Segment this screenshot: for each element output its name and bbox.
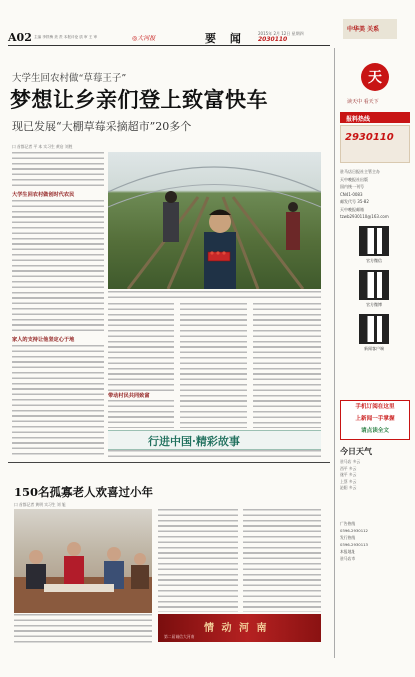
info-line: 天中晚报邮箱 — [340, 206, 364, 212]
info-line: 国内统一刊号 — [340, 184, 364, 189]
editor-line: 主编 李铁梅 美 责 本报评论 质 审 王 审 — [34, 35, 98, 39]
weather-title: 今日天气 — [340, 447, 372, 456]
body-text-8 — [108, 450, 321, 458]
header-rule — [8, 45, 330, 46]
elders-scene — [14, 509, 152, 613]
issue-number: 2030110 — [258, 36, 288, 43]
weather-block: 今日天气 驻马店 多云 西平 多云 遂平 多云 上蔡 多云 泌阳 多云 — [340, 446, 410, 492]
banner-sub: 第二届诚信大河南 — [164, 634, 195, 639]
hotline-number: 2930110 — [345, 132, 394, 143]
promo-title: 行进中国·精彩故事 — [148, 435, 240, 448]
main-headline: 梦想让乡亲们登上致富快车 — [10, 87, 268, 112]
byline: 口 首都记者 平 本 实习生 黄启 刘胜 — [12, 144, 73, 149]
logo-tagline: 读天中 看天下 — [347, 99, 379, 105]
qr-code-icon[interactable] — [359, 270, 389, 300]
promo-band — [108, 430, 321, 450]
body-text-5 — [108, 400, 174, 428]
second-photo — [14, 509, 152, 613]
story-divider — [8, 462, 330, 463]
section-heading-1: 大学生回农村做创时代农民 — [12, 192, 75, 198]
second-byline: 口 首都记者 黄明 实习生 刘 旭 — [14, 502, 66, 507]
body-text-1 — [12, 152, 104, 190]
sidebar-rule — [334, 48, 335, 658]
info-email[interactable]: tzwb2930110@163.com — [340, 214, 389, 219]
photo-caption — [108, 291, 321, 300]
body-text-7 — [253, 303, 321, 428]
red-promo[interactable]: 手机订阅在这里 上新闻一手掌握 请点读全文 — [340, 400, 410, 440]
paper-name-mini: ◎大河报 — [132, 35, 156, 42]
contact-block: 广告热线 0396-2930112 发行热线 0396-2930113 本报地址 驻马店市 — [340, 521, 368, 561]
second-body-1 — [14, 614, 152, 644]
info-line: 邮发代号 35-82 — [340, 199, 369, 204]
body-text-3 — [12, 345, 104, 458]
qr-block: 官方微信 官方微博 新闻客户端 — [352, 226, 396, 352]
body-text-2 — [12, 200, 104, 333]
info-line: CN41-0083 — [340, 191, 363, 197]
page-code: A02 — [8, 31, 32, 44]
hotline-box — [340, 125, 410, 163]
info-line: 天中晚报社出版 — [340, 176, 368, 182]
logo-icon — [340, 60, 410, 96]
issue-date: 2015年 2月 12日 星期四 — [258, 31, 304, 36]
header-ad: 中华美 关系 — [343, 19, 397, 39]
svg-text:天: 天 — [368, 70, 382, 86]
section-heading-3: 带动村民共同致富 — [108, 393, 150, 399]
banner-title: 情 动 河 南 — [204, 623, 269, 634]
body-text-4 — [108, 303, 174, 391]
second-body-3 — [243, 509, 321, 612]
greenhouse-scene — [108, 152, 321, 289]
main-photo — [108, 152, 321, 289]
qr-code-icon[interactable] — [359, 226, 389, 256]
hotline-banner: 报料热线 — [340, 112, 410, 123]
second-headline: 150名孤寡老人欢喜过小年 — [14, 485, 154, 499]
second-body-2 — [158, 509, 238, 612]
publisher-info — [340, 168, 410, 221]
kicker: 大学生回农村做“草莓王子” — [12, 73, 127, 84]
section-heading-2: 家人的支持让他坚定心于地 — [12, 337, 75, 343]
subhead: 现已发展“大棚草莓采摘超市”20多个 — [12, 120, 192, 133]
bottom-banner — [158, 614, 321, 642]
section-title: 要 闻 — [205, 32, 246, 45]
body-text-6 — [180, 303, 247, 428]
info-line: 驻马店日报社主管主办 — [340, 169, 380, 174]
sidebar-logo — [340, 60, 410, 108]
qr-code-icon[interactable] — [359, 314, 389, 344]
